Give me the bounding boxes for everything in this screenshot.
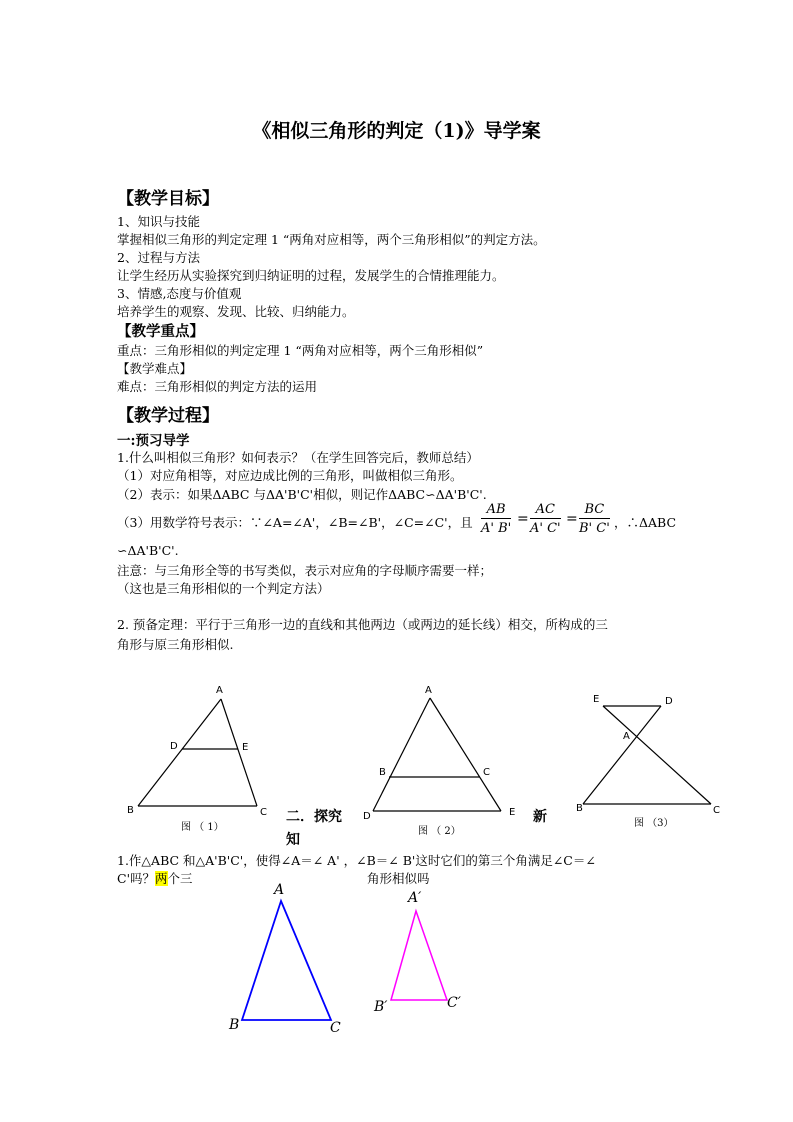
- fig1-side-ac: [221, 699, 257, 806]
- fig3-label-e: E: [593, 694, 600, 705]
- process-heading: 【教学过程】: [117, 406, 219, 426]
- fig2-label-a: A: [425, 685, 432, 696]
- section-2-title-part-3: 知: [286, 832, 300, 848]
- goal-2-text: 让学生经历从实验探究到归纳证明的过程，发展学生的合情推理能力。: [117, 268, 505, 283]
- fig1-label-d: D: [170, 741, 178, 752]
- difficulty-heading: 【教学难点】: [117, 361, 193, 376]
- fig2-caption: 图 （ 2）: [418, 826, 461, 837]
- fig2-side-ae: [430, 698, 501, 811]
- figure-3: [583, 706, 711, 804]
- fig1-label-b: B: [127, 805, 134, 816]
- answer-1-3-prefix: （3）用数学符号表示：∵∠A=∠A'，∠B=∠B'，∠C=∠C'，且: [117, 515, 473, 530]
- highlighted-text: 两: [155, 871, 168, 886]
- fig1-label-c: C: [260, 807, 267, 818]
- question-1: 1.什么叫相似三角形？如何表示？（在学生回答完后，教师总结）: [117, 450, 479, 465]
- difficulty-text: 难点：三角形相似的判定方法的运用: [117, 379, 318, 394]
- fig2-side-ad: [373, 698, 430, 811]
- triangle-label-b: B: [229, 1017, 240, 1033]
- answer-1-2: （2）表示：如果ΔABC 与ΔA'B'C'相似，则记作ΔABC∽ΔA'B'C'.: [117, 487, 487, 502]
- triangle-abc: [242, 901, 331, 1020]
- triangle-abc-shape: [242, 901, 331, 1020]
- note-1: 注意：与三角形全等的书写类似，表示对应角的字母顺序需要一样；: [117, 563, 493, 578]
- section-2-title-part-2: 新: [533, 809, 547, 825]
- fraction-ac-numerator: AC: [530, 502, 561, 519]
- fig3-line-ec: [603, 706, 711, 804]
- note-2: （这也是三角形相似的一个判定方法）: [117, 581, 330, 596]
- goal-3-title: 3、情感,态度与价值观: [117, 286, 242, 301]
- fig1-label-a: A: [216, 685, 223, 696]
- fig1-label-e: E: [242, 742, 249, 753]
- fig1-side-ab: [138, 699, 221, 806]
- fig3-label-a: A: [623, 731, 630, 742]
- goals-heading: 【教学目标】: [117, 189, 219, 209]
- fig2-label-c: C: [483, 767, 490, 778]
- answer-1-3-suffix: ，∴ΔABC: [614, 515, 677, 530]
- triangle-prime-label-b: B′: [374, 999, 388, 1015]
- exercise-line-2-end: 角形相似吗: [367, 871, 430, 886]
- triangle-prime-label-a: A′: [408, 890, 422, 906]
- key-points-text: 重点：三角形相似的判定定理 1 “两角对应相等，两个三角形相似”: [117, 343, 484, 358]
- goal-1-text: 掌握相似三角形的判定定理 1 “两角对应相等，两个三角形相似”的判定方法。: [117, 232, 546, 247]
- key-points-heading: 【教学重点】: [117, 323, 204, 340]
- fraction-bc-denominator: B' C': [579, 521, 610, 536]
- triangle-abc-prime: [391, 911, 447, 1000]
- triangle-label-a: A: [274, 882, 285, 898]
- goal-1-title: 1、知识与技能: [117, 214, 200, 229]
- fraction-ab-numerator: AB: [481, 502, 511, 519]
- fig1-caption: 图 （ 1）: [181, 822, 224, 833]
- fraction-bc-numerator: BC: [579, 502, 610, 519]
- fig2-label-b: B: [379, 767, 386, 778]
- fig3-label-d: D: [665, 696, 673, 707]
- triangle-label-c: C: [330, 1020, 341, 1036]
- figure-1: [138, 699, 257, 806]
- page-title: 《相似三角形的判定（1)》导学案: [252, 120, 541, 142]
- question-2-line-2: 角形与原三角形相似.: [117, 637, 234, 652]
- exercise-line-2-middle: 个三: [167, 871, 193, 886]
- fig2-label-e: E: [509, 807, 516, 818]
- equals-sign-1: =: [517, 511, 529, 527]
- equals-sign-2: =: [566, 511, 578, 527]
- exercise-line-1: 1.作△ABC 和△A'B'C'，使得∠A＝∠ A' ，∠B＝∠ B'这时它们的第三个角满足∠C＝∠: [117, 853, 596, 868]
- section-1-title: 一:预习导学: [117, 433, 190, 449]
- answer-1-3-continued: ∽ΔA'B'C'.: [117, 543, 179, 558]
- fig3-label-c: C: [713, 805, 720, 816]
- section-2-title-part-1: 二．探究: [286, 809, 342, 825]
- triangle-abc-prime-shape: [391, 911, 447, 1000]
- exercise-line-2-start: C'吗？: [117, 871, 156, 886]
- goal-3-text: 培养学生的观察、发现、比较、归纳能力。: [117, 304, 355, 319]
- goal-2-title: 2、过程与方法: [117, 250, 200, 265]
- fraction-ab-denominator: A' B': [481, 521, 512, 536]
- fig3-label-b: B: [576, 803, 583, 814]
- question-2-line-1: 2. 预备定理：平行于三角形一边的直线和其他两边（或两边的延长线）相交，所构成的三: [117, 617, 608, 632]
- fraction-ac-denominator: A' C': [530, 521, 561, 536]
- fig2-label-d: D: [363, 811, 371, 822]
- exercise-line-2: [117, 869, 193, 887]
- fig3-line-db: [583, 706, 661, 804]
- triangle-prime-label-c: C′: [447, 995, 461, 1011]
- answer-1-1: （1）对应角相等，对应边成比例的三角形，叫做相似三角形。: [117, 468, 463, 483]
- figure-2: [373, 698, 501, 811]
- fig3-caption: 图 （3）: [634, 818, 674, 829]
